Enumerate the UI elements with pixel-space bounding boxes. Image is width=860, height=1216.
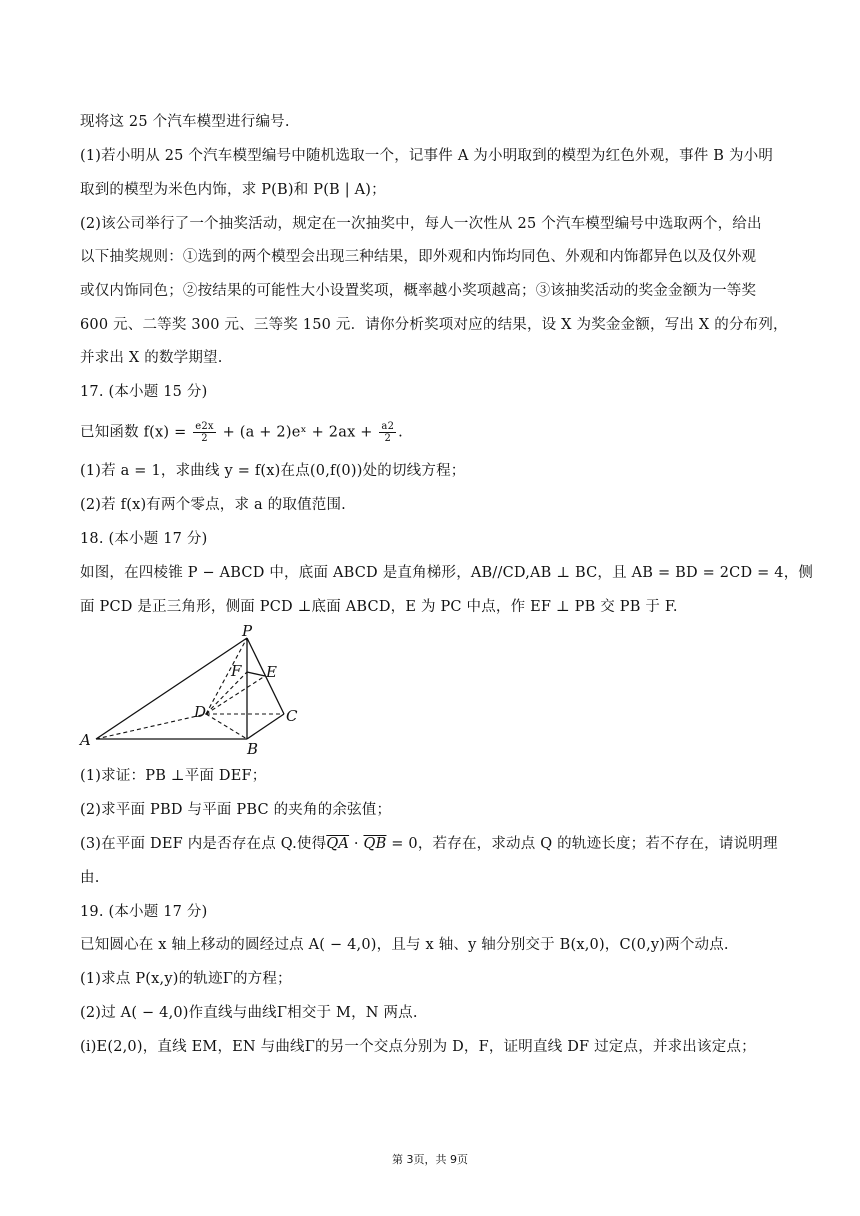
text-span: . [398, 424, 403, 441]
text-line: 面 PCD 是正三角形，侧面 PCD ⊥底面 ABCD，E 为 PC 中点，作 EF ⊥ PB 交 PB 于 F. [80, 599, 678, 615]
text-line: (i)E(2,0)，直线 EM，EN 与曲线Γ的另一个交点分别为 D，F，证明直线 DF 过定点，并求出该定点； [80, 1039, 756, 1055]
segment-FE [247, 672, 265, 676]
text-span: 已知函数 f(x) = [80, 424, 192, 441]
label-P: P [242, 622, 253, 640]
text-line: (2)求平面 PBD 与平面 PBC 的夹角的余弦值； [80, 802, 392, 818]
fraction-denominator: 2 [384, 433, 392, 444]
fraction [193, 421, 216, 444]
question-heading: 19. (本小题 17 分) [80, 904, 208, 920]
text-line: 并求出 X 的数学期望. [80, 350, 223, 366]
question-heading: 18. (本小题 17 分) [80, 531, 208, 547]
vector-QB: $\overline{QB}$ [363, 836, 387, 852]
label-D: D [194, 703, 207, 721]
text-line: 以下抽奖规则：①选到的两个模型会出现三种结果，即外观和内饰均同色、外观和内饰都异色以及仅外观 [80, 249, 757, 265]
text-line: (1)若 a = 1，求曲线 y = f(x)在点(0,f(0))处的切线方程； [80, 463, 466, 479]
fraction-numerator: e2x [195, 421, 214, 432]
vector-QA: $\overline{QA}$ [326, 836, 350, 852]
text-line: (1)求证：PB ⊥平面 DEF； [80, 768, 267, 784]
text-line: (2)过 A( − 4,0)作直线与曲线Γ相交于 M，N 两点. [80, 1005, 418, 1021]
fraction [379, 421, 396, 444]
label-C: C [286, 707, 298, 725]
text-line: (2)该公司举行了一个抽奖活动，规定在一次抽奖中，每人一次性从 25 个汽车模型编号中选取两个，给出 [80, 216, 762, 232]
text-span: + (a + 2)eˣ + 2ax + [217, 424, 378, 441]
text-line: 已知圆心在 x 轴上移动的圆经过点 A( − 4,0)，且与 x 轴、y 轴分别交于 B(x,0)，C(0,y)两个动点. [80, 937, 729, 953]
label-B: B [247, 740, 259, 758]
fraction-denominator: 2 [201, 433, 208, 444]
edge-AD [96, 714, 206, 739]
pyramid-figure [76, 622, 306, 762]
text-line: 现将这 25 个汽车模型进行编号. [80, 114, 290, 130]
function-definition [80, 421, 780, 444]
text-span: (3)在平面 DEF 内是否存在点 Q.使得 [80, 836, 327, 852]
edge-BC [247, 714, 284, 739]
label-A: A [80, 731, 91, 749]
text-line: (1)若小明从 25 个汽车模型编号中随机选取一个，记事件 A 为小明取到的模型为红色外观，事件 B 为小明 [80, 148, 774, 164]
fraction-numerator: a2 [381, 421, 395, 432]
edge-DB [206, 714, 247, 739]
text-line: 取到的模型为米色内饰，求 P(B)和 P(B | A)； [80, 182, 386, 198]
label-E: E [266, 663, 277, 681]
edge-PA [96, 638, 247, 739]
text-span: = 0，若存在，求动点 Q 的轨迹长度；若不存在，请说明理 [386, 836, 778, 852]
text-line: 如图，在四棱锥 P − ABCD 中，底面 ABCD 是直角梯形，AB//CD,AB ⊥ BC，且 AB = BD = 2CD = 4，侧 [80, 565, 814, 581]
text-line: (2)若 f(x)有两个零点，求 a 的取值范围. [80, 497, 346, 513]
question-heading: 17. (本小题 15 分) [80, 384, 208, 400]
text-line: 或仅内饰同色；②按结果的可能性大小设置奖项，概率越小奖项越高；③该抽奖活动的奖金金额为一等奖 [80, 283, 757, 299]
segment-DE [206, 676, 265, 714]
text-line: (1)求点 P(x,y)的轨迹Γ的方程； [80, 971, 292, 987]
page-footer: 第 3页，共 9页 [392, 1153, 468, 1166]
label-F: F [231, 662, 242, 680]
vector-condition-line [80, 834, 780, 854]
dot-operator: · [349, 836, 364, 852]
text-line: 由. [80, 870, 100, 886]
text-line: 600 元、二等奖 300 元、三等奖 150 元．请你分析奖项对应的结果，设 X 为奖金金额，写出 X 的分布列， [80, 317, 788, 333]
